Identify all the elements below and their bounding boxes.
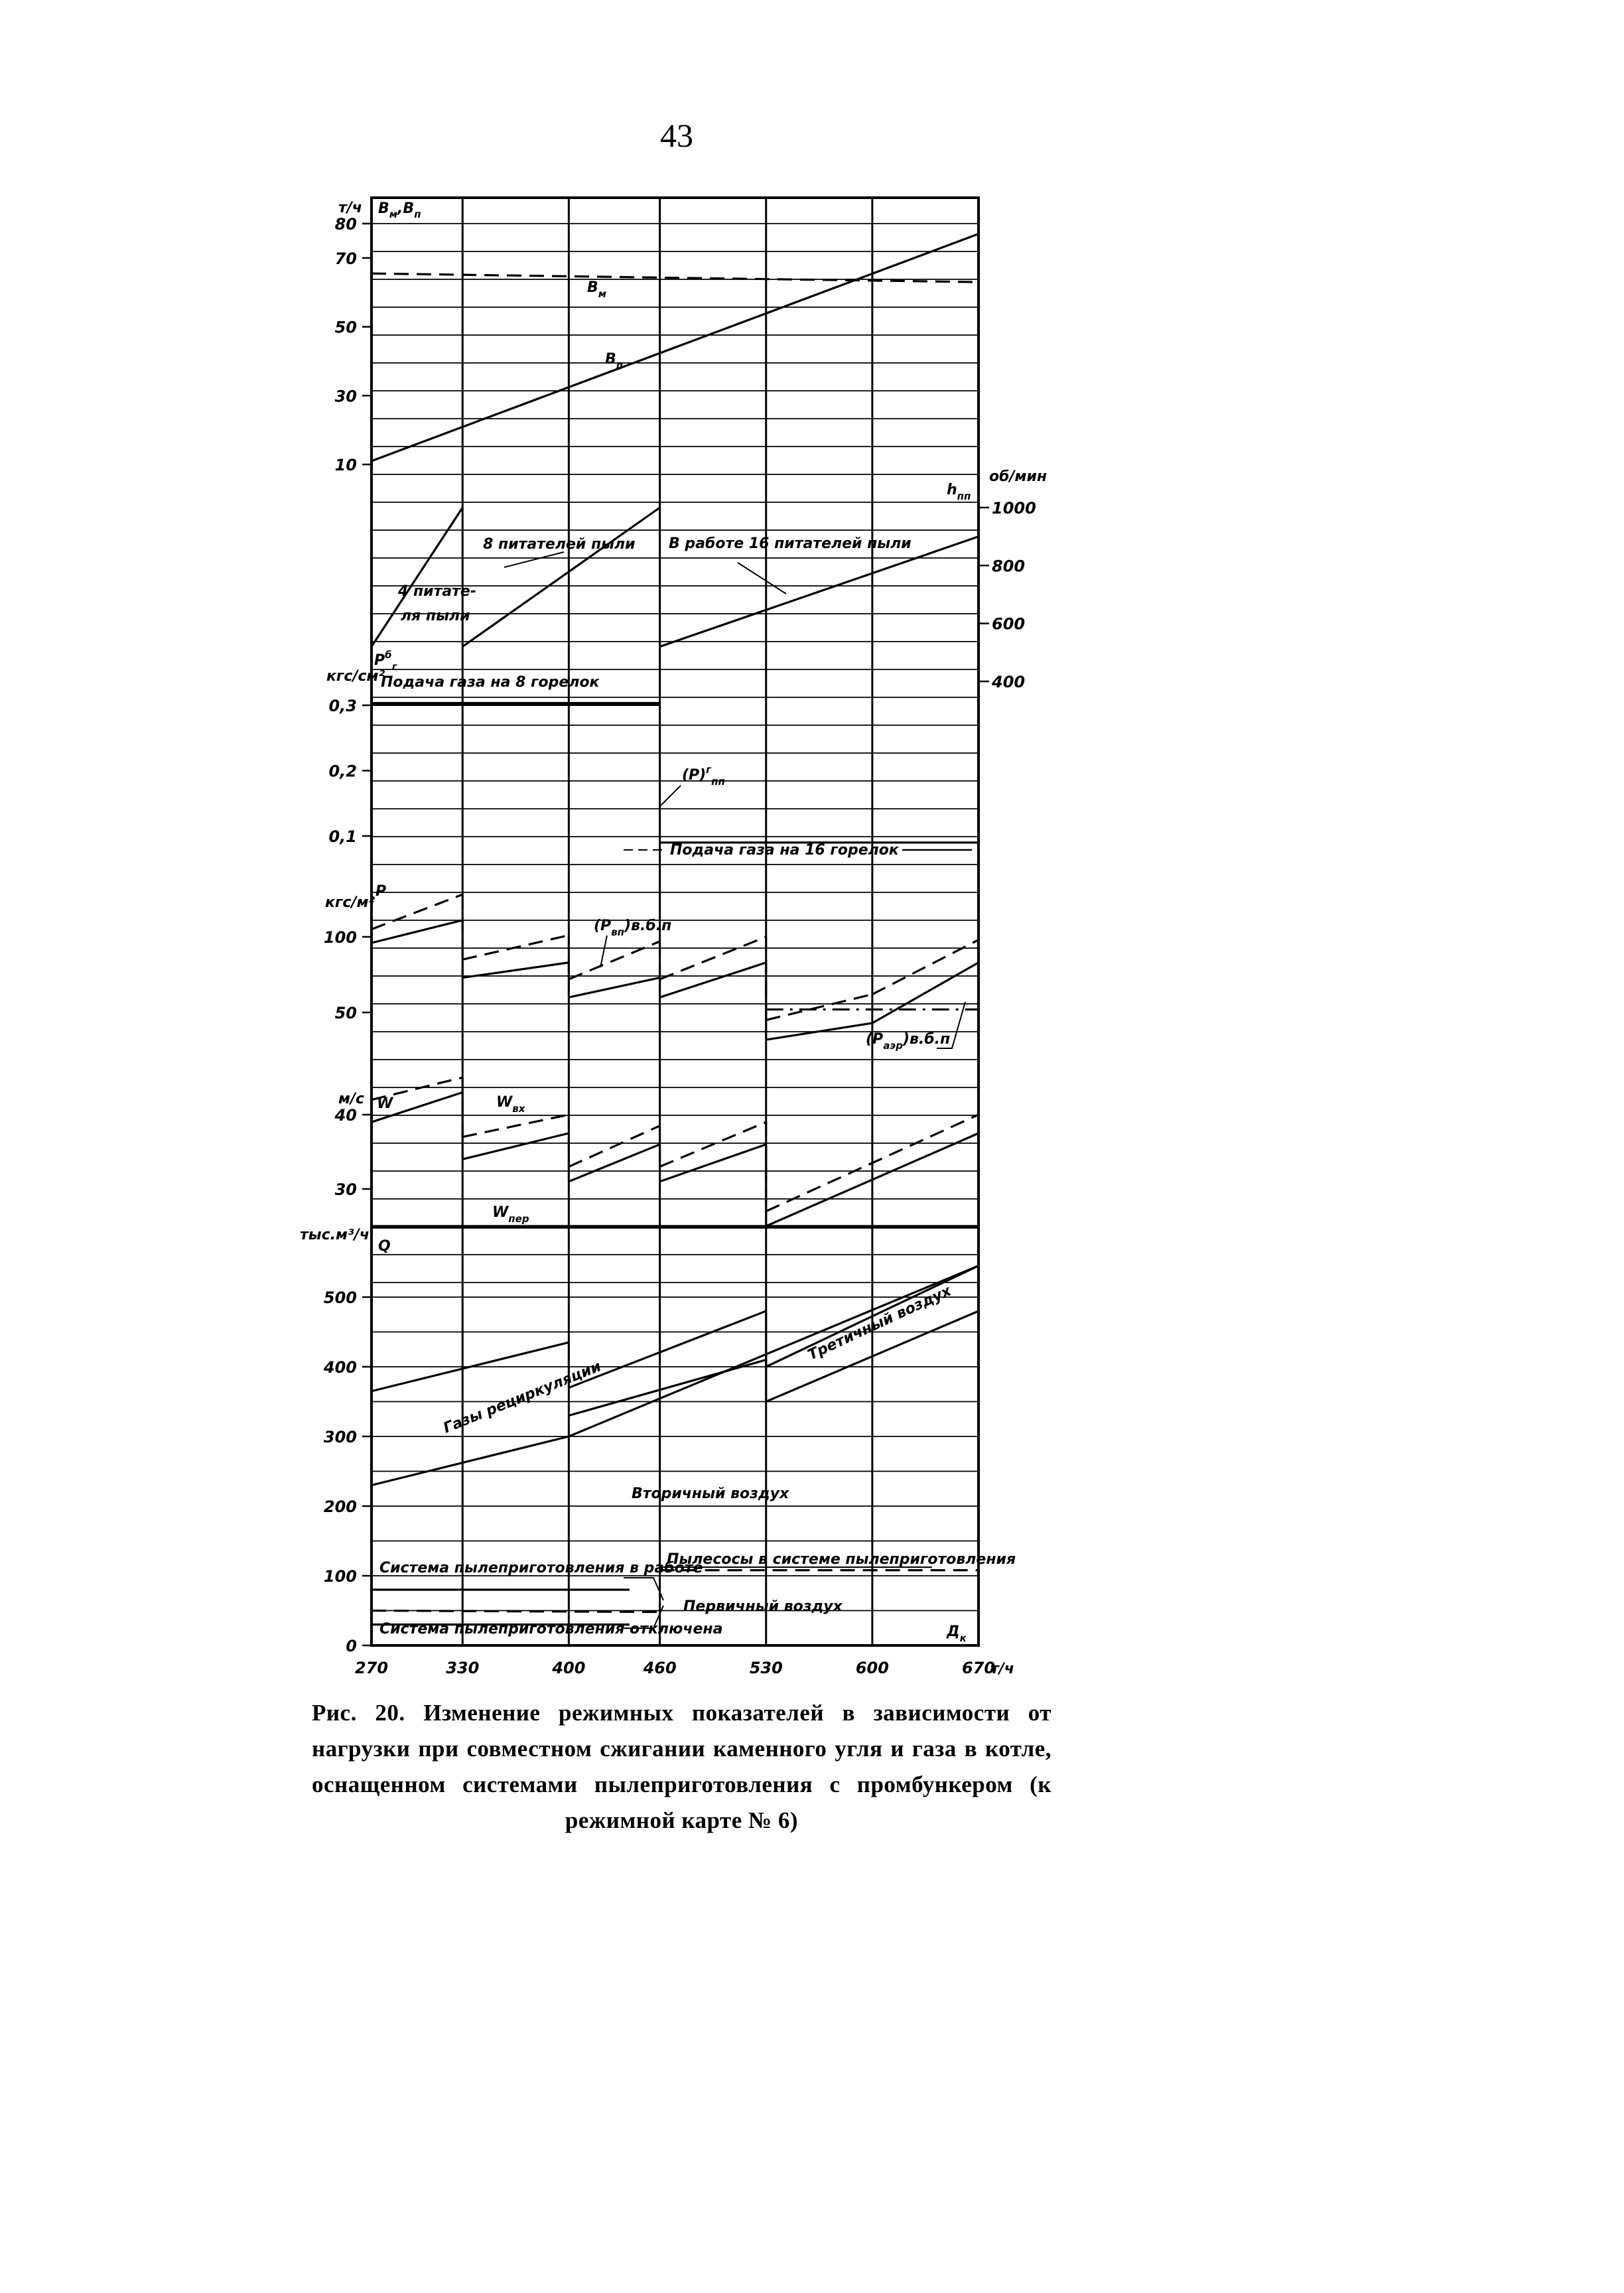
air-velocity-series-0-seg-2 — [569, 1145, 659, 1182]
label-primary: Первичный воздух — [683, 1598, 843, 1615]
symbol-gas-pressure: $Р^б_г$ — [374, 649, 397, 673]
symbol-air-flow: Q — [378, 1238, 391, 1255]
y2-tick-label: 400 — [992, 673, 1026, 691]
label-Wper: $W_{пер}$ — [492, 1204, 529, 1225]
x-axis-label: $Д_к$ — [947, 1624, 967, 1644]
air-velocity-series-0-seg-3 — [660, 1145, 766, 1182]
y-tick-label: 0,2 — [328, 762, 357, 781]
y-tick-label: 80 — [334, 215, 357, 234]
label-pvp: $(Р_{вп})в.б.п$ — [594, 918, 672, 938]
label-8-feeders: 8 питателей пыли — [483, 536, 636, 553]
page-number: 43 — [660, 117, 693, 154]
dust-feeder-speed-series-1-seg-0 — [462, 508, 659, 647]
chart-ticks — [323, 215, 1036, 1677]
label-secondary: Вторичный воздух — [632, 1486, 789, 1502]
label-4-feeders-1: 4 питате- — [398, 583, 476, 600]
y-tick-label: 200 — [323, 1497, 357, 1516]
mixture-pressure-series-0-seg-2 — [569, 978, 659, 998]
dust-feeder-speed-series-2-seg-0 — [660, 537, 979, 647]
label-16-feeders: В работе 16 питателей пыли — [669, 535, 912, 552]
air-velocity-series-1-seg-1 — [462, 1115, 569, 1137]
y-tick-label: 70 — [334, 249, 357, 268]
y-tick-label: 100 — [323, 1567, 357, 1586]
x-tick-label: 600 — [855, 1659, 889, 1677]
y-tick-label: 0,1 — [328, 827, 357, 846]
label-Bm: $В_м$ — [587, 279, 607, 300]
x-tick-label: 400 — [552, 1659, 586, 1677]
y-tick-label: 0 — [346, 1637, 357, 1655]
leader — [624, 1578, 663, 1600]
y-tick-label: 50 — [334, 1004, 357, 1022]
unit-feeder-speed: об/мин — [989, 468, 1048, 485]
label-gas-8-burners: Подача газа на 8 горелок — [381, 674, 600, 691]
chart-labels — [300, 200, 1047, 1644]
x-tick-label: 330 — [446, 1659, 480, 1677]
mixture-pressure-series-1-seg-4 — [766, 995, 872, 1020]
y-tick-label: 0,3 — [328, 697, 357, 715]
mixture-pressure-series-1-seg-3 — [660, 937, 766, 979]
label-Wvx: $W_{вх}$ — [496, 1094, 525, 1115]
label-system-off: Система пылеприготовления отключена — [379, 1621, 723, 1637]
y-tick-label: 500 — [323, 1288, 357, 1307]
y2-tick-label: 1000 — [992, 499, 1036, 518]
mixture-pressure-series-1-seg-2 — [569, 941, 659, 979]
mixture-pressure-series-1-seg-1 — [462, 936, 569, 959]
dust-feeder-speed-series-0-seg-0 — [372, 508, 462, 647]
leader — [738, 563, 786, 594]
leader — [661, 786, 681, 805]
symbol-feeder-speed: $h_{пп}$ — [947, 482, 971, 502]
figure-caption: Рис. 20. Изменение режимных показателей в зависимости от нагрузки при совместном сжигании каменного угля и газа в котле, оснащенном системами пылеприготовления с промбункером (к режимной карте № 6) — [312, 1700, 1051, 1833]
y-tick-label: 10 — [334, 456, 357, 474]
leader — [600, 936, 607, 967]
unit-mixture-pressure: кгс/м² — [325, 894, 375, 911]
y-tick-label: 300 — [323, 1428, 357, 1446]
leader — [504, 552, 564, 567]
y-tick-label: 400 — [323, 1358, 357, 1377]
x-unit: т/ч — [990, 1661, 1014, 1677]
label-paer: $(Р_{аэр})в.б.п$ — [866, 1031, 951, 1052]
label-4-feeders-2: ля пыли — [401, 608, 470, 624]
symbol-mixture-pressure: Р — [375, 883, 387, 900]
unit-gas-pressure: кгс/см² — [326, 668, 385, 685]
y-tick-label: 50 — [334, 318, 357, 337]
x-tick-label: 460 — [643, 1659, 677, 1677]
x-tick-label: 530 — [749, 1659, 783, 1677]
y-tick-label: 100 — [323, 928, 357, 947]
x-tick-label: 270 — [354, 1659, 389, 1677]
label-gas-16-burners: Подача газа на 16 горелок — [670, 842, 899, 859]
label-tertiary: Третичный воздух — [805, 1283, 954, 1364]
air-flow-series-1-seg-1 — [569, 1311, 766, 1388]
mixture-pressure-series-0-seg-5 — [872, 963, 979, 1023]
unit-fuel: т/ч — [338, 200, 362, 216]
air-velocity-series-0-seg-1 — [462, 1133, 569, 1159]
label-recirculation: Газы рециркуляции — [440, 1358, 604, 1437]
x-tick-label: 670 — [961, 1659, 996, 1677]
label-exhausters: Пылесосы в системе пылеприготовления — [667, 1551, 1016, 1568]
air-velocity-series-1-seg-2 — [569, 1126, 659, 1167]
unit-air-flow: тыс.м³/ч — [300, 1227, 370, 1243]
symbol-fuel: $В_м,В_п$ — [378, 200, 421, 220]
mixture-pressure-series-0-seg-3 — [660, 963, 766, 997]
symbol-velocity: W — [377, 1095, 393, 1112]
y2-tick-label: 800 — [992, 557, 1026, 576]
y-tick-label: 30 — [334, 1180, 357, 1199]
air-velocity-series-1-seg-3 — [660, 1122, 766, 1166]
y-tick-label: 30 — [334, 387, 357, 406]
label-Bp: $В_п$ — [605, 351, 624, 372]
label-system-on: Система пылеприготовления в работе — [379, 1560, 703, 1576]
y-tick-label: 40 — [334, 1106, 357, 1125]
y2-tick-label: 600 — [992, 614, 1026, 634]
label-gas-curve: $(Р)^г_{пп}$ — [682, 764, 725, 788]
unit-velocity: м/с — [338, 1091, 365, 1107]
mixture-pressure-series-0-seg-0 — [372, 920, 462, 943]
